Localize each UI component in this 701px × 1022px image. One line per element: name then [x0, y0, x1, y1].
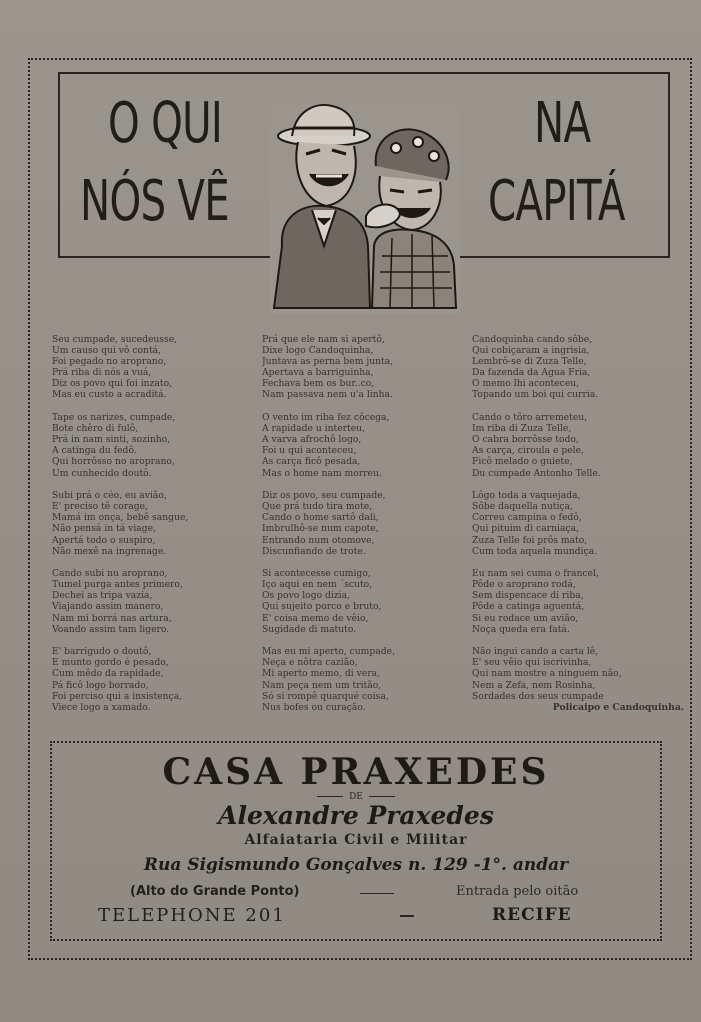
poem-line: Qui sujeito porco e bruto,: [262, 601, 382, 613]
poem-line: Sôbe daquella nutiça,: [472, 501, 573, 513]
poem-line: Voando assim tam ligero.: [52, 623, 170, 635]
entrance-note: Entrada pelo oitão: [456, 884, 579, 899]
poem-line: E' seu vêio qui iscrivinha,: [472, 657, 592, 669]
poem-stanza: [262, 646, 467, 713]
poem-line: Os povo logo dizia,: [262, 590, 351, 602]
poem-stanza: [262, 412, 467, 479]
poem-line: Nam passava nem u'a linha.: [262, 389, 393, 401]
poem-line: Noça queda era fatá.: [472, 623, 570, 635]
poem-line: Iço aqui en nem ´scuto,: [262, 579, 373, 591]
poem-line: O vento im riba fez côcega,: [262, 412, 390, 424]
poem-line: Foi pegado no aroprano,: [52, 356, 167, 368]
telephone: TELEPHONE 201: [98, 905, 286, 926]
poem-line: O memo lhi aconteceu,: [472, 378, 580, 390]
poem-line: Cando subi nu aroprano,: [52, 568, 168, 580]
poem-line: Mi aperto memo, di vera,: [262, 668, 380, 680]
poem-line: O cabra borrôsse todo,: [472, 434, 579, 446]
poem-line: Prá in nam sinti, sozinho,: [52, 434, 171, 446]
trade-description: Alfaiataria Civil e Militar: [244, 832, 468, 848]
alto-note: (Alto do Grande Ponto): [130, 884, 300, 899]
poem-line: Sugidade di matuto.: [262, 623, 357, 635]
poem-line: Não mexê na ingrenage.: [52, 545, 167, 557]
poem-line: Zuza Telle foi prôs mato,: [472, 534, 588, 546]
advertisement-box: [50, 741, 662, 941]
poem-line: Candoquinha cando sôbe,: [472, 334, 593, 345]
poem-line: Nem a Zefa, nem Rosinha,: [472, 679, 596, 691]
poem-line: Viece logo a xamado.: [52, 701, 151, 713]
poem-line: Prá riba di nós a vuá,: [52, 367, 152, 379]
poem-line: Um causo qui vô contá,: [52, 345, 162, 357]
street-address: Rua Sigismundo Gonçalves n. 129 -1°. andar: [143, 855, 569, 875]
poem-line: Mas o home nam morreu.: [262, 467, 382, 479]
poem-line: Entrando num otomove,: [262, 534, 375, 546]
poem-line: Foi perciso qui a insistença,: [52, 690, 183, 702]
poem-line: Seu cumpade, sucedeusse,: [52, 334, 178, 345]
poem-line: Juntava as perna bem junta,: [262, 356, 394, 368]
poem-stanza: [52, 646, 257, 713]
poem-line: Cando o tôro arremeteu,: [472, 412, 588, 424]
poem-line: A catinga du fedô.: [52, 445, 137, 457]
poem-stanza: [472, 334, 684, 401]
poem-line: Diz os povo qui foi inzato,: [52, 378, 173, 390]
poem-line: Diz os povo, seu cumpade,: [262, 490, 386, 502]
poem-line: Foi u qui aconteceu,: [262, 445, 357, 457]
title-left-top: O QUI: [108, 91, 223, 156]
poem-line: Mas eu custo a acraditá.: [52, 389, 167, 401]
poem-line: Cum mêdo da rapidade,: [52, 668, 164, 680]
city: RECIFE: [492, 905, 572, 925]
poem-stanza: [472, 490, 684, 557]
poem-line: Sordades dos seus cumpade: [472, 690, 604, 702]
poem-line: Qui pituim di carniaça,: [472, 523, 579, 535]
poem-stanza: [52, 490, 257, 557]
poem-line: Nam peça nem um tritão,: [262, 679, 382, 691]
poem-line: Qui nam mostre a ninguem não,: [472, 668, 622, 680]
shop-name: CASA PRAXEDES: [162, 751, 550, 793]
title-right-bottom: CAPITÁ: [488, 169, 625, 234]
poem-line: Lôgo toda a vaquejada,: [472, 490, 581, 502]
poem-line: Nus bofes ou curação.: [262, 701, 366, 713]
poem-line: Mamá im onça, bebê sangue,: [52, 512, 189, 524]
owner-name: Alexandre Praxedes: [218, 801, 494, 830]
poem-line: Lembrô-se di Zuza Telle,: [472, 356, 587, 368]
poem-line: E' barrigudo o doutô,: [52, 646, 152, 658]
poem-stanza: [472, 568, 684, 635]
poem-stanza: [52, 568, 257, 635]
poem-line: Tumel purga antes primero,: [52, 579, 183, 591]
poem-line: Apertá todo o suspiro,: [52, 534, 156, 546]
poem-line: Imbrulhô-se num capote,: [262, 523, 379, 535]
poem-line: Pá ficô logo borrado,: [52, 679, 149, 691]
poem-line: Sem dispencace di riba,: [472, 590, 584, 602]
poem-line: Dixe logo Candoquinha,: [262, 345, 374, 357]
poem-line: Subi prá o céo, eu avião,: [52, 490, 167, 502]
poem-line: E' preciso tê corage,: [52, 501, 148, 513]
poem-line: Não ingui cando a carta lê,: [472, 646, 599, 658]
title-right-top: NA: [534, 91, 591, 156]
poem-line: As carça, ciroula e pele,: [472, 445, 584, 457]
poem-line: Si acontecesse cumigo,: [262, 568, 371, 580]
poem-line: Bote chêro di fulô,: [52, 423, 139, 435]
poem-line: A rapidade u interteu,: [262, 423, 366, 435]
separator-dash: [360, 893, 394, 894]
poem-column-1: [52, 334, 257, 724]
poem-line: Não pensá in tá viage,: [52, 523, 157, 535]
poem-line: Nam mi borrá nas artura,: [52, 612, 172, 624]
poem-stanza: [262, 568, 467, 635]
poem-line: E munto gordo é pesado,: [52, 657, 169, 669]
poem-stanza: [262, 334, 467, 401]
poem-line: Si eu rodace um avião,: [472, 612, 579, 624]
de-connector: DE: [52, 792, 660, 802]
poem-line: Pôde a catinga aguentá,: [472, 601, 585, 613]
poem-column-3: [472, 334, 684, 713]
poem-line: Fechava bem os bur..co,: [262, 378, 375, 390]
poem-line: Um cunhecido doutô.: [52, 467, 152, 479]
poem-line: E' coisa memo de vêio,: [262, 612, 369, 624]
poem-line: Qui cobiçaram a ingrisia,: [472, 345, 590, 357]
poem-line: Correu campina o fedô,: [472, 512, 582, 524]
poem-line: Apertava a barriguinha,: [262, 367, 374, 379]
poem-line: Tape os narizes, cumpade,: [52, 412, 176, 424]
poem-line: Mas eu mi aperto, cumpade,: [262, 646, 395, 658]
poem-line: Cando o home sartô dali,: [262, 512, 379, 524]
title-left-bottom: NÓS VÊ: [80, 169, 230, 234]
poem-column-2: [262, 334, 467, 724]
separator-dash: [400, 915, 414, 917]
poem-stanza: [262, 490, 467, 557]
poem-line: Que prá tudo tira mote,: [262, 501, 373, 513]
poem-line: Dechei as tripa vazia,: [52, 590, 153, 602]
poem-stanza: [472, 646, 684, 701]
poem-line: A varva afrochô logo,: [262, 434, 362, 446]
poem-line: Eu nam sei cuma o francel,: [472, 568, 599, 580]
poem-line: Qui horrôsso no aroprano,: [52, 456, 175, 468]
poem-line: Ficô melado o guiete,: [472, 456, 573, 468]
poem-line: Topando um boi qui curria.: [472, 389, 599, 401]
poem-line: Pôde o aroprano rodá,: [472, 579, 576, 591]
poem-line: Cum toda aquela mundiça.: [472, 545, 598, 557]
poem-stanza: [52, 412, 257, 479]
poem-line: Discunfiando de trote.: [262, 545, 366, 557]
poem-line: Da fazenda da Agua Fria,: [472, 367, 591, 379]
poem-line: Prá que ele nam si apertô,: [262, 334, 385, 345]
poem-line: Neça e nôtra cazião,: [262, 657, 358, 669]
poem-signature: Policaipo e Candoquinha.: [552, 701, 684, 713]
poem-line: Du cumpade Antonho Telle.: [472, 467, 601, 479]
poem-line: Viajando assim manero,: [52, 601, 164, 613]
poem-stanza: [472, 412, 684, 479]
caricature-illustration: [262, 96, 462, 318]
poem-stanza: [52, 334, 257, 401]
poem-line: Im riba di Zuza Telle,: [472, 423, 572, 435]
poem-line: As carça ficô pesada,: [262, 456, 361, 468]
poem-line: Só si rompê quarqué coisa,: [262, 690, 389, 702]
